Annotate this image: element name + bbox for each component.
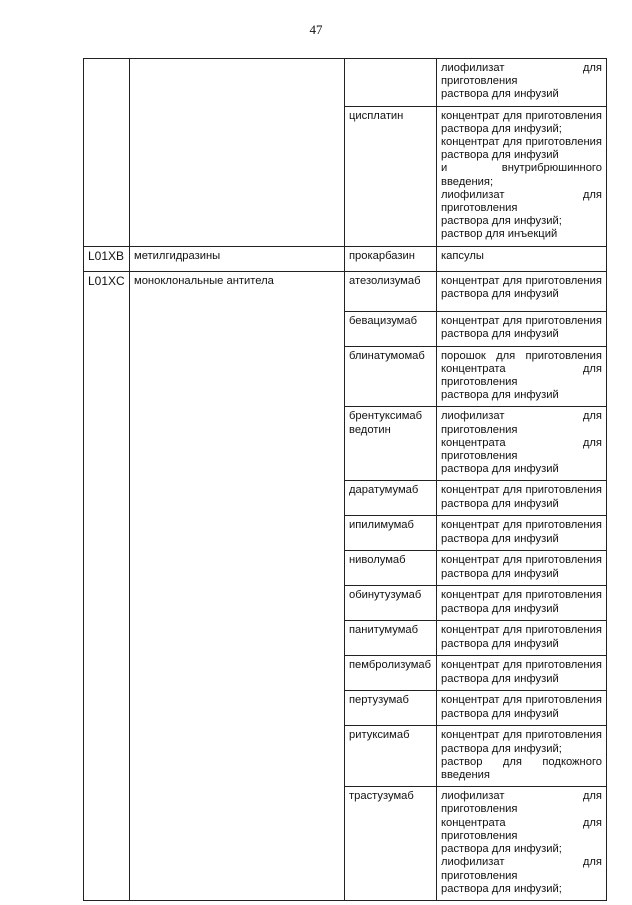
dosage-form-cell [437,271,607,311]
dosage-form-cell [437,246,607,271]
dosage-form-line: раствор для инъекций [441,228,558,241]
page-number: 47 [309,22,323,37]
dosage-form-line: раствора для инфузий [441,149,559,162]
drug-name-cell: пертузумаб [345,691,437,726]
drug-name-cell: бевацизумаб [345,311,437,346]
drug-name-cell: ипилимумаб [345,516,437,551]
drug-group-cell: моноклональные антитела [130,271,345,900]
drug-name-cell: обинутузумаб [345,586,437,621]
dosage-form-line: концентрат для приготовления [441,659,602,672]
dosage-form-line: раствора для инфузий; [441,122,562,135]
dosage-form-line: концентрат для приготовления [441,519,602,532]
dosage-form-line: и внутрибрюшинного введения; [441,162,602,188]
dosage-form-line: концентрат для приготовления [441,694,602,707]
dosage-form-line: раствора для инфузий; [441,742,562,755]
dosage-form-line: концентрат для приготовления [441,484,602,497]
table-row [84,59,607,107]
dosage-form-line: раствора для инфузий [441,287,559,300]
dosage-form-cell [437,551,607,586]
dosage-form-line: раствор для подкожного [441,755,602,768]
dosage-form-cell [437,516,607,551]
dosage-form-cell [437,586,607,621]
dosage-form-cell [437,481,607,516]
dosage-form-cell [437,106,607,246]
dosage-form-line: раствора для инфузий; [441,882,562,895]
dosage-form-line: лиофилизат для приготовления [441,188,602,215]
drug-name-cell [345,59,437,107]
dosage-form-line: раствора для инфузий [441,672,559,685]
dosage-form-cell [437,656,607,691]
drug-name-cell: панитумумаб [345,621,437,656]
drug-name-cell: трастузумаб [345,787,437,901]
drug-name-cell: атезолизумаб [345,271,437,311]
dosage-form-line: введения [441,769,490,782]
dosage-form-cell [437,787,607,901]
dosage-form-cell [437,407,607,481]
dosage-form-line: раствора для инфузий [441,389,559,402]
dosage-form-line: концентрат для приготовления [441,136,602,149]
drug-table-body [84,59,607,901]
drug-table [83,58,607,901]
dosage-form-line: порошок для приготовления [441,349,602,362]
drug-name-cell: цисплатин [345,106,437,246]
drug-name-cell: ритуксимаб [345,726,437,787]
dosage-form-cell [437,59,607,107]
dosage-form-cell [437,346,607,407]
drug-name-cell: прокарбазин [345,246,437,271]
dosage-form-line: раствора для инфузий [441,88,559,101]
drug-group-cell [130,59,345,247]
table-row [84,246,607,271]
dosage-form-line: раствора для инфузий [441,327,559,340]
atc-code-cell: L01XC [84,271,130,900]
dosage-form-line: концентрата для приготовления [441,816,602,842]
drug-group-cell: метилгидразины [130,246,345,271]
atc-code-cell: L01XB [84,246,130,271]
dosage-form-line: концентрат для приготовления [441,314,602,327]
dosage-form-line: концентрат для приготовления [441,624,602,637]
dosage-form-line: концентрата для приготовления [441,436,602,463]
dosage-form-line: раствора для инфузий [441,497,559,510]
dosage-form-line: раствора для инфузий [441,637,559,650]
drug-name-cell: пембролизумаб [345,656,437,691]
dosage-form-line: концентрата для приготовления [441,362,602,389]
dosage-form-line: капсулы [441,249,484,262]
drug-name-cell: даратумумаб [345,481,437,516]
dosage-form-line: раствора для инфузий [441,602,559,615]
dosage-form-line: концентрат для приготовления [441,554,602,567]
dosage-form-line: раствора для инфузий; [441,843,562,856]
drug-name-cell: блинатумомаб [345,346,437,407]
atc-code-cell [84,59,130,247]
dosage-form-line: раствора для инфузий [441,532,559,545]
dosage-form-line: лиофилизат для приготовления [441,856,602,882]
dosage-form-line: раствора для инфузий [441,567,559,580]
dosage-form-line: лиофилизат для приготовления [441,410,602,436]
dosage-form-line: концентрат для приготовления [441,109,602,122]
drug-name-cell: брентуксимаб ведотин [345,407,437,481]
dosage-form-cell [437,691,607,726]
dosage-form-line: лиофилизат для приготовления [441,790,602,816]
dosage-form-line: концентрат для приготовления [441,729,602,742]
dosage-form-line: концентрат для приготовления [441,274,602,287]
table-row [84,271,607,311]
dosage-form-cell [437,726,607,787]
drug-name-cell: ниволумаб [345,551,437,586]
dosage-form-line: лиофилизат для приготовления [441,62,602,88]
dosage-form-line: раствора для инфузий [441,707,559,720]
dosage-form-line: концентрат для приготовления [441,589,602,602]
dosage-form-cell [437,311,607,346]
dosage-form-line: раствора для инфузий; [441,215,562,228]
dosage-form-cell [437,621,607,656]
dosage-form-line: раствора для инфузий [441,463,559,476]
